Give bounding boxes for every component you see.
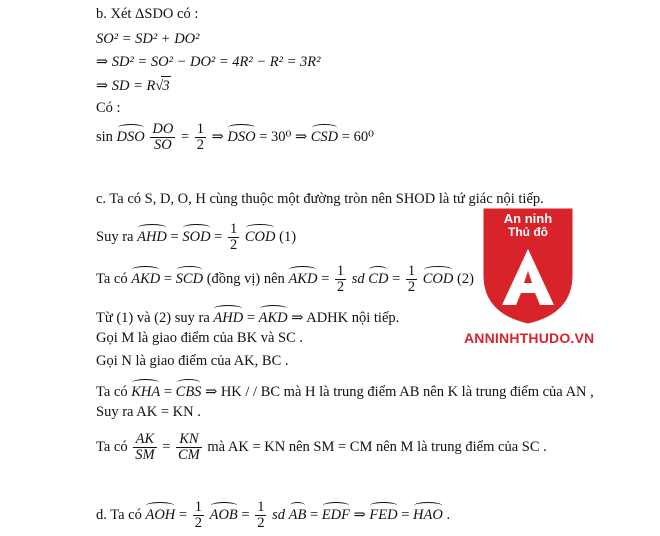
b-eq3-lhs: ⇒ SD = R [96, 78, 156, 94]
c-line1: c. Ta có S, D, O, H cùng thuộc một đường tròn nên SHOD là tứ giác nội tiếp. [96, 191, 544, 207]
c-line9: Ta có $\frac{AK}{SM}$ = $\frac{KN}{CM}$ mà AK = KN nên SM = CM nên M là trung điểm của SC . [96, 431, 547, 463]
b-eq4-sin: sin [96, 128, 113, 145]
b-eq4-frac2: $\frac{1}{2}$ [196, 121, 205, 153]
b-co: Có : [96, 100, 121, 116]
logo-text-line2: Thủ đô [508, 225, 548, 239]
c-line8: Suy ra AK = KN . [96, 404, 201, 420]
logo-text-line1: An ninh [503, 211, 553, 226]
b-eq4: sin DSO $\frac{DO}{SO}$ = $\frac{1}{2}$ ⇒ DSO = 30⁰ ⇒ CSD = 60⁰ [96, 121, 374, 153]
b-eq4-frac1: $\frac{DO}{SO}$ [152, 121, 174, 153]
b-eq4-angle3: CSD [311, 125, 338, 146]
c-line2: Suy ra AHD = SOD = $\frac{1}{2}$ COD (1) [96, 221, 297, 253]
c-line4: Từ (1) và (2) suy ra AHD = AKD ⇒ ADHK nội tiếp. [96, 306, 399, 327]
b-eq2: ⇒ SD² = SO² − DO² = 4R² − R² = 3R² [96, 54, 321, 70]
b-eq3: ⇒ SD = R√3 [96, 78, 170, 94]
b-eq4-angle2: DSO [227, 125, 255, 146]
d-line: d. Ta có AOH = $\frac{1}{2}$ AOB = $\frac{1}{2}$ sd AB = EDF ⇒ FED = HAO . [96, 499, 451, 531]
b-eq3-root: 3 [162, 78, 170, 94]
watermark-site: ANNINHTHUDO.VN [464, 330, 595, 346]
c-line3: Ta có AKD = SCD (đồng vị) nên AKD = $\frac{1}{2}$ sd CD = $\frac{1}{2}$ COD (2) [96, 263, 474, 295]
b-eq1: SO² = SD² + DO² [96, 31, 200, 47]
b-heading: b. Xét ΔSDO có : [96, 6, 199, 22]
c-line7: Ta có KHA = CBS ⇒ HK / / BC mà H là trung điểm AB nên K là trung điểm của AN , [96, 380, 594, 401]
watermark-logo [480, 205, 576, 325]
b-eq4-angle1: DSO [117, 125, 145, 146]
c-line5: Gọi M là giao điểm của BK và SC . [96, 330, 304, 346]
c-line6: Gọi N là giao điểm của AK, BC . [96, 353, 289, 369]
